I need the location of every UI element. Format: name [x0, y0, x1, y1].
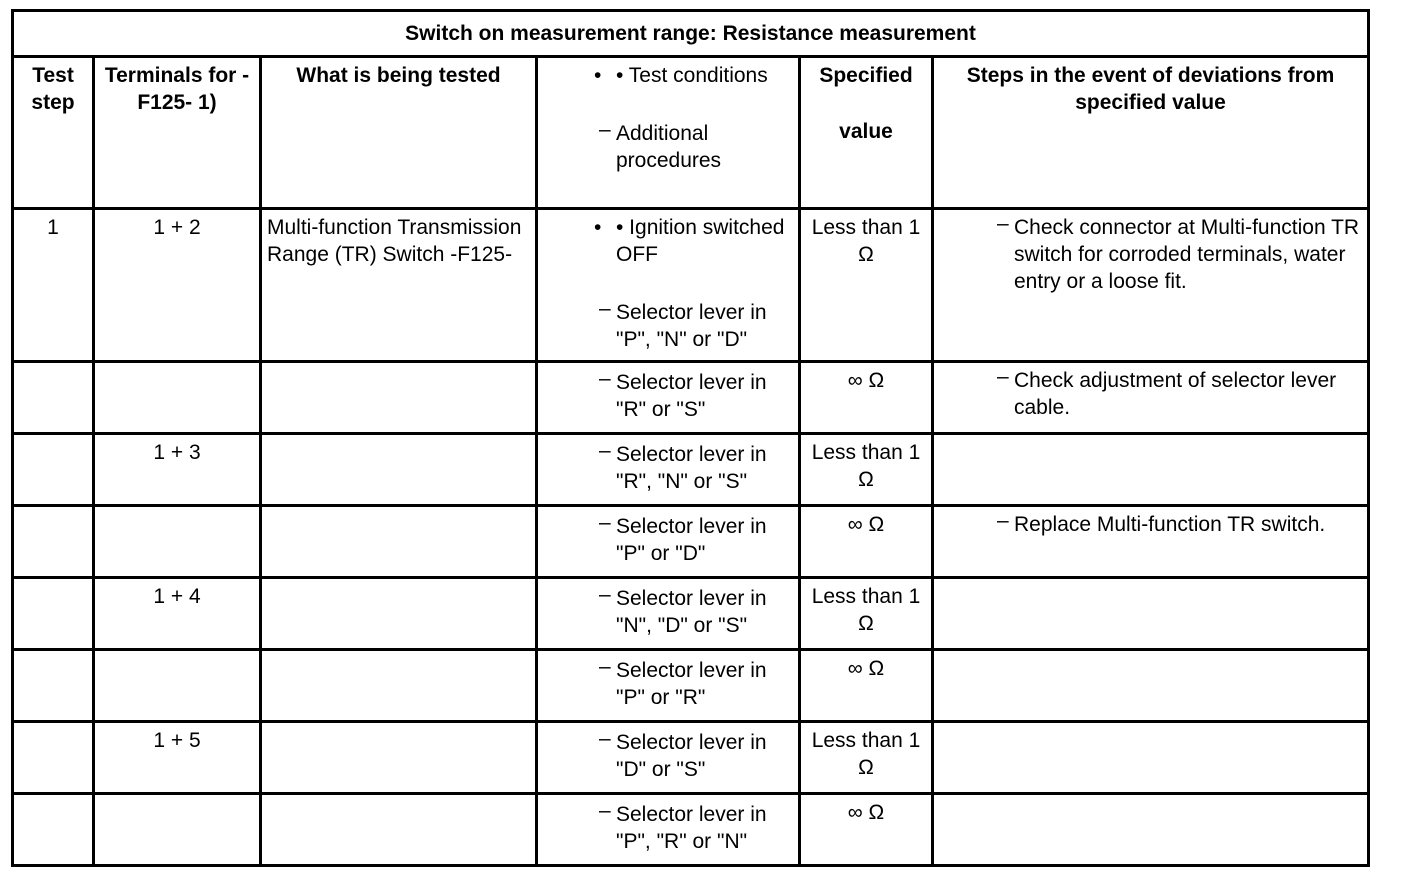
condition-dash-text: Selector lever in "P" or "D": [616, 515, 767, 565]
cell-terminals: 1 + 3: [94, 434, 261, 506]
cell-terminals: [94, 362, 261, 434]
condition-dash-item: [543, 513, 793, 567]
header-conditions: [537, 57, 800, 209]
cell-test-step: 1: [13, 209, 94, 362]
table-row: [13, 362, 1369, 434]
table-row: [13, 506, 1369, 578]
header-what-tested: What is being tested: [261, 57, 537, 209]
condition-dash-text: Selector lever in "R", "N" or "S": [616, 443, 767, 493]
cell-test-step: [13, 434, 94, 506]
dash-icon: –: [997, 365, 1009, 388]
cell-terminals: [94, 650, 261, 722]
condition-dash-text: Selector lever in "R" or "S": [616, 371, 767, 421]
cell-terminals: [94, 506, 261, 578]
cell-what-tested: [261, 650, 537, 722]
dash-icon: –: [599, 799, 611, 822]
table-row: [13, 209, 1369, 362]
condition-dash-item: [543, 801, 793, 855]
cell-conditions: [537, 434, 800, 506]
cell-specified: ∞ Ω: [800, 506, 933, 578]
cell-specified: Less than 1 Ω: [800, 578, 933, 650]
steps-dash-item: [939, 367, 1362, 421]
table-row: [13, 722, 1369, 794]
cell-test-step: [13, 362, 94, 434]
cell-what-tested: [261, 722, 537, 794]
condition-dash-item: [543, 585, 793, 639]
cell-test-step: [13, 794, 94, 866]
table-title: Switch on measurement range: Resistance measurement: [13, 11, 1369, 57]
cell-steps: [933, 362, 1369, 434]
dash-icon: –: [997, 212, 1009, 235]
header-specified: [800, 57, 933, 209]
bullet-icon: •: [594, 64, 602, 87]
cell-what-tested: [261, 578, 537, 650]
condition-dash-item: [543, 657, 793, 711]
cell-steps: [933, 650, 1369, 722]
dash-icon: –: [599, 727, 611, 750]
cell-test-step: [13, 650, 94, 722]
condition-dash-item: [543, 299, 793, 353]
dash-icon: –: [599, 439, 611, 462]
cell-conditions: [537, 794, 800, 866]
cell-conditions: [537, 650, 800, 722]
condition-bullet-item: [543, 214, 793, 268]
cell-specified: Less than 1 Ω: [800, 209, 933, 362]
condition-dash-text: Selector lever in "P" or "R": [616, 659, 767, 709]
dash-icon: –: [599, 583, 611, 606]
condition-dash-item: [543, 369, 793, 423]
header-specified-line2: value: [839, 120, 893, 143]
cell-what-tested: [261, 434, 537, 506]
condition-dash-text: Selector lever in "D" or "S": [616, 731, 767, 781]
condition-dash-item: [543, 729, 793, 783]
resistance-measurement-table: [11, 9, 1370, 867]
cell-steps: [933, 209, 1369, 362]
cell-conditions: [537, 722, 800, 794]
cell-conditions: [537, 362, 800, 434]
steps-text: Check connector at Multi-function TR switch for corroded terminals, water entry or a loose fit.: [1014, 216, 1360, 293]
steps-dash-item: [939, 214, 1362, 295]
table-row: [13, 578, 1369, 650]
header-test-step: Test step: [13, 57, 94, 209]
condition-bullet-text: • Ignition switched OFF: [616, 216, 785, 266]
table-row: [13, 794, 1369, 866]
header-conditions-bullet-text: • Test conditions: [616, 64, 768, 87]
bullet-icon: •: [594, 216, 602, 239]
cell-terminals: 1 + 2: [94, 209, 261, 362]
steps-dash-item: [939, 511, 1362, 538]
cell-terminals: [94, 794, 261, 866]
steps-text: Replace Multi-function TR switch.: [1014, 513, 1326, 536]
cell-test-step: [13, 578, 94, 650]
cell-what-tested: [261, 794, 537, 866]
header-terminals: Terminals for -F125- 1): [94, 57, 261, 209]
header-conditions-dash-text: Additional procedures: [616, 122, 722, 172]
dash-icon: –: [997, 509, 1009, 532]
condition-dash-text: Selector lever in "P", "R" or "N": [616, 803, 767, 853]
dash-icon: –: [599, 118, 611, 141]
header-specified-line1: Specified: [819, 64, 913, 87]
cell-conditions: [537, 506, 800, 578]
header-conditions-dash-item: [543, 120, 793, 174]
header-steps-deviation: Steps in the event of deviations from specified value: [933, 57, 1369, 209]
cell-test-step: [13, 506, 94, 578]
cell-specified: ∞ Ω: [800, 650, 933, 722]
cell-steps: [933, 434, 1369, 506]
cell-test-step: [13, 722, 94, 794]
cell-steps: [933, 794, 1369, 866]
condition-dash-text: Selector lever in "N", "D" or "S": [616, 587, 767, 637]
cell-steps: [933, 506, 1369, 578]
table-row: [13, 434, 1369, 506]
dash-icon: –: [599, 367, 611, 390]
cell-conditions: [537, 578, 800, 650]
table-row: [13, 650, 1369, 722]
dash-icon: –: [599, 511, 611, 534]
cell-steps: [933, 578, 1369, 650]
dash-icon: –: [599, 297, 611, 320]
cell-terminals: 1 + 4: [94, 578, 261, 650]
cell-specified: ∞ Ω: [800, 794, 933, 866]
cell-what-tested: Multi-function Transmission Range (TR) Switch -F125-: [261, 209, 537, 362]
cell-terminals: 1 + 5: [94, 722, 261, 794]
dash-icon: –: [599, 655, 611, 678]
cell-specified: ∞ Ω: [800, 362, 933, 434]
cell-specified: Less than 1 Ω: [800, 722, 933, 794]
header-conditions-bullet-item: [543, 62, 793, 89]
cell-specified: Less than 1 Ω: [800, 434, 933, 506]
cell-conditions: [537, 209, 800, 362]
cell-steps: [933, 722, 1369, 794]
condition-dash-text: Selector lever in "P", "N" or "D": [616, 301, 767, 351]
cell-what-tested: [261, 506, 537, 578]
condition-dash-item: [543, 441, 793, 495]
steps-text: Check adjustment of selector lever cable.: [1014, 369, 1337, 419]
cell-what-tested: [261, 362, 537, 434]
